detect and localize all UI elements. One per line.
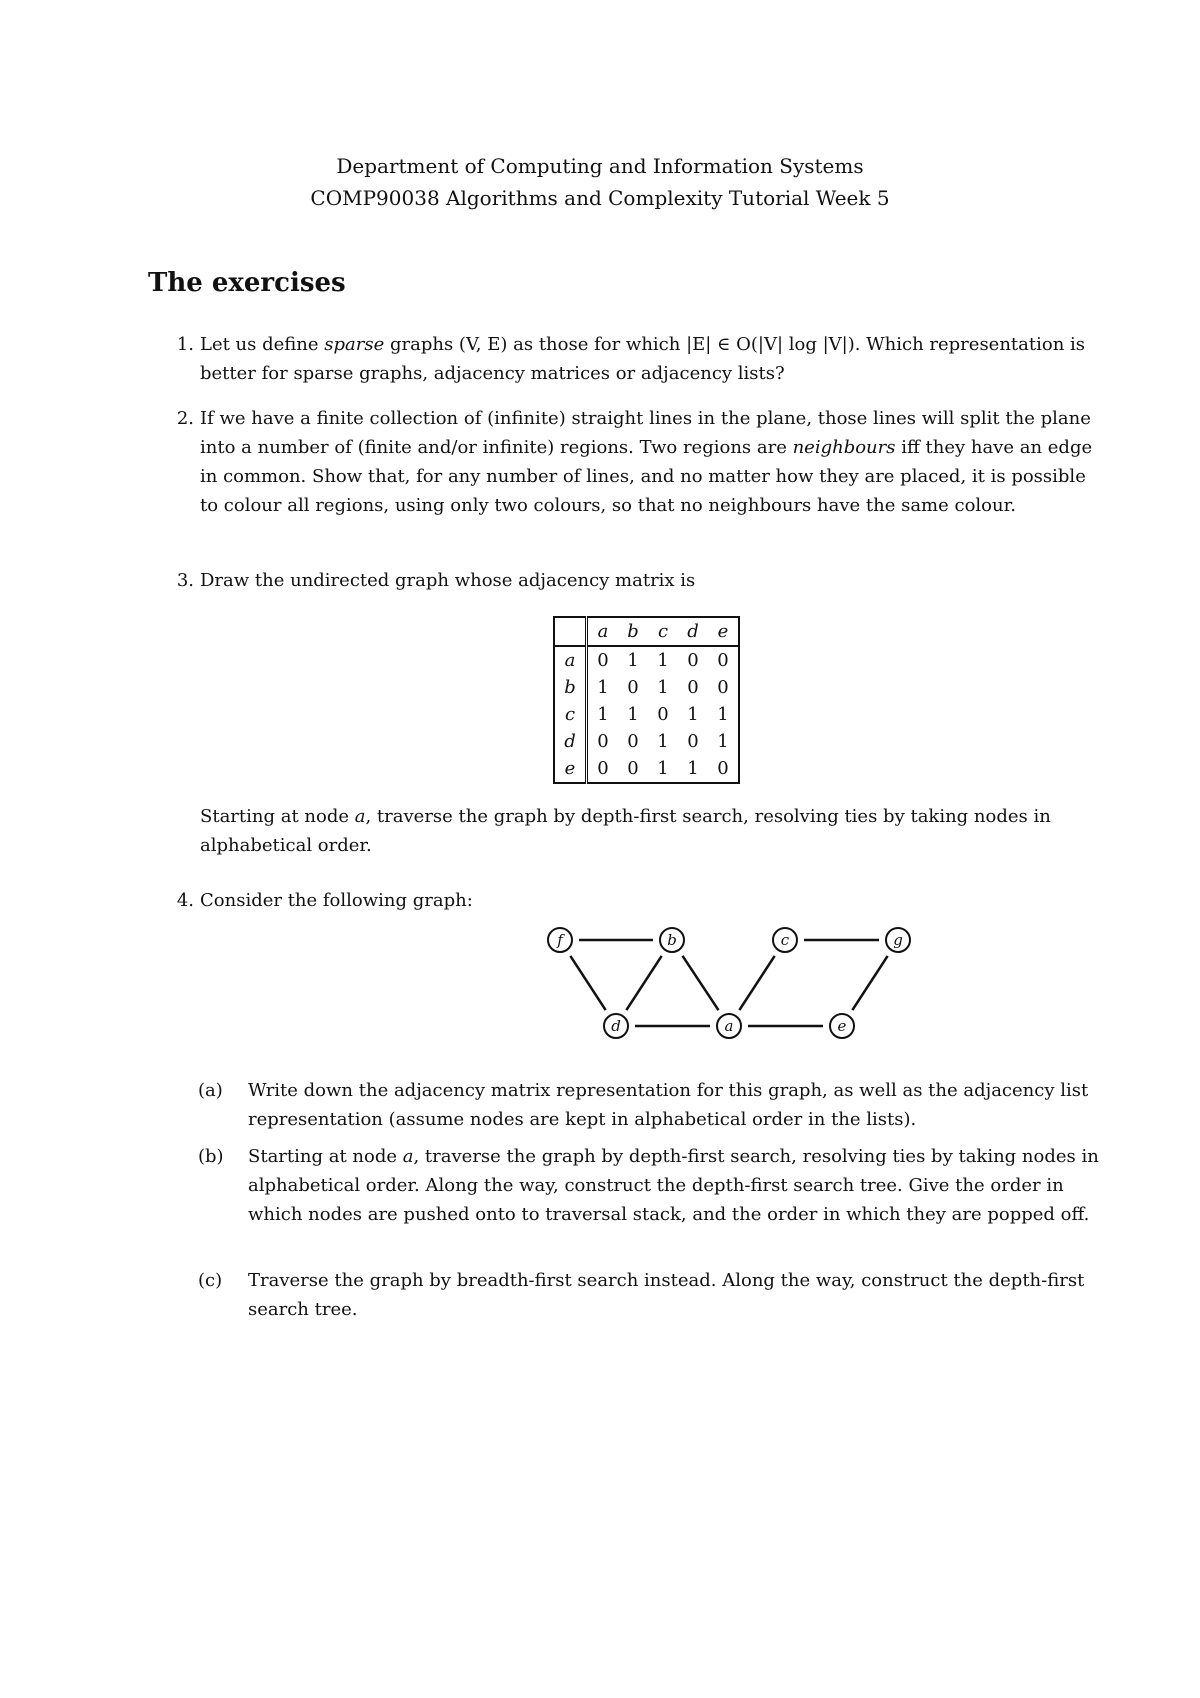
matrix-column-header: e [708, 617, 739, 646]
matrix-cell: 0 [687, 731, 699, 752]
matrix-row-header: e [554, 755, 587, 783]
matrix-cell: 0 [717, 650, 729, 671]
matrix-cell: 0 [597, 758, 609, 779]
document-header [0, 150, 1200, 214]
matrix-row-header: d [554, 728, 587, 755]
matrix-cell: 1 [597, 677, 609, 698]
matrix-row [554, 755, 739, 783]
matrix-column-header: a [587, 617, 619, 646]
graph-node-label: c [780, 931, 790, 949]
matrix-cell: 1 [657, 650, 669, 671]
graph-node-a [717, 1014, 741, 1038]
graph-node-label: f [557, 931, 563, 949]
matrix-cell: 0 [627, 731, 639, 752]
matrix-cell: 1 [597, 704, 609, 725]
graph-node-label: b [667, 931, 677, 949]
matrix-cell: 1 [627, 650, 639, 671]
subpart-label: (b) [198, 1146, 224, 1167]
matrix-row-header: c [554, 701, 587, 728]
subpart-text: Starting at node a, traverse the graph by depth-first search, resolving ties by taking nodes in alphabetical order. Along the way, construct the depth-first search tree. Give the order in which nodes are pushed onto to traversal stack, and the order in which they are popped off. [248, 1146, 1099, 1225]
matrix-row [554, 646, 739, 674]
matrix-cell: 0 [627, 758, 639, 779]
graph-edge-f-d [570, 956, 605, 1010]
graph-edge-g-e [852, 956, 887, 1010]
graph-diagram [540, 920, 940, 1050]
matrix-cell: 1 [687, 704, 699, 725]
matrix-header-row [554, 617, 739, 646]
matrix-cell: 1 [717, 704, 729, 725]
graph-node-label: d [611, 1017, 621, 1035]
exercise-text: Consider the following graph: [200, 890, 473, 911]
graph-node-d [604, 1014, 628, 1038]
subpart-label: (a) [198, 1080, 223, 1101]
matrix-cell: 0 [597, 650, 609, 671]
graph-node-f [548, 928, 572, 952]
matrix-row [554, 674, 739, 701]
graph-node-e [830, 1014, 854, 1038]
matrix-cell: 0 [717, 758, 729, 779]
matrix-row [554, 701, 739, 728]
matrix-cell: 0 [597, 731, 609, 752]
exercise-number: 4. [176, 890, 194, 911]
matrix-cell: 1 [717, 731, 729, 752]
matrix-cell: 1 [627, 704, 639, 725]
exercise-text: If we have a finite collection of (infinite) straight lines in the plane, those lines will split the plane into a number of (finite and/or infinite) regions. Two regions are neighbours iff they have an edge in common. Show that, for any number of lines, and no matter how they are placed, it is possible to colour all regions, using only two colours, so that no neighbours have the same colour. [200, 408, 1093, 516]
course-line: COMP90038 Algorithms and Complexity Tutorial Week 5 [310, 186, 890, 210]
exercise-number: 2. [176, 408, 194, 429]
graph-node-g [886, 928, 910, 952]
matrix-cell: 1 [657, 731, 669, 752]
exercise-text: Draw the undirected graph whose adjacency matrix is [200, 570, 696, 591]
matrix-cell: 0 [687, 677, 699, 698]
matrix-cell: 1 [657, 758, 669, 779]
matrix-column-header: d [678, 617, 708, 646]
graph-node-label: e [837, 1017, 847, 1035]
matrix-cell: 0 [657, 704, 669, 725]
graph-node-b [660, 928, 684, 952]
graph-edge-b-d [626, 956, 661, 1010]
exercise-number: 1. [176, 334, 194, 355]
subpart-label: (c) [198, 1270, 223, 1291]
matrix-row-header: b [554, 674, 587, 701]
exercise-text: Starting at node a, traverse the graph by depth-first search, resolving ties by taking nodes in alphabetical order. [200, 806, 1051, 856]
graph-edge-c-a [739, 956, 774, 1010]
subpart-text: Write down the adjacency matrix representation for this graph, as well as the adjacency list representation (assume nodes are kept in alphabetical order in the lists). [248, 1080, 1089, 1130]
matrix-row [554, 728, 739, 755]
matrix-column-header: b [618, 617, 648, 646]
matrix-cell: 0 [717, 677, 729, 698]
graph-node-label: g [893, 931, 903, 949]
exercise-text: Let us define sparse graphs (V, E) as those for which |E| ∈ O(|V| log |V|). Which representation is better for sparse graphs, adjacency matrices or adjacency lists? [200, 334, 1086, 384]
exercise-number: 3. [176, 570, 194, 591]
adjacency-matrix-table [553, 616, 740, 784]
graph-node-label: a [724, 1017, 734, 1035]
graph-edge-b-a [682, 956, 718, 1010]
department-line: Department of Computing and Information Systems [336, 154, 864, 178]
section-title: The exercises [148, 268, 346, 298]
matrix-cell: 0 [627, 677, 639, 698]
matrix-cell: 0 [687, 650, 699, 671]
matrix-cell: 1 [657, 677, 669, 698]
matrix-cell: 1 [687, 758, 699, 779]
matrix-corner-cell [554, 617, 587, 646]
matrix-row-header: a [554, 646, 587, 674]
matrix-column-header: c [648, 617, 678, 646]
subpart-text: Traverse the graph by breadth-first search instead. Along the way, construct the depth-first search tree. [248, 1270, 1085, 1320]
graph-node-c [773, 928, 797, 952]
